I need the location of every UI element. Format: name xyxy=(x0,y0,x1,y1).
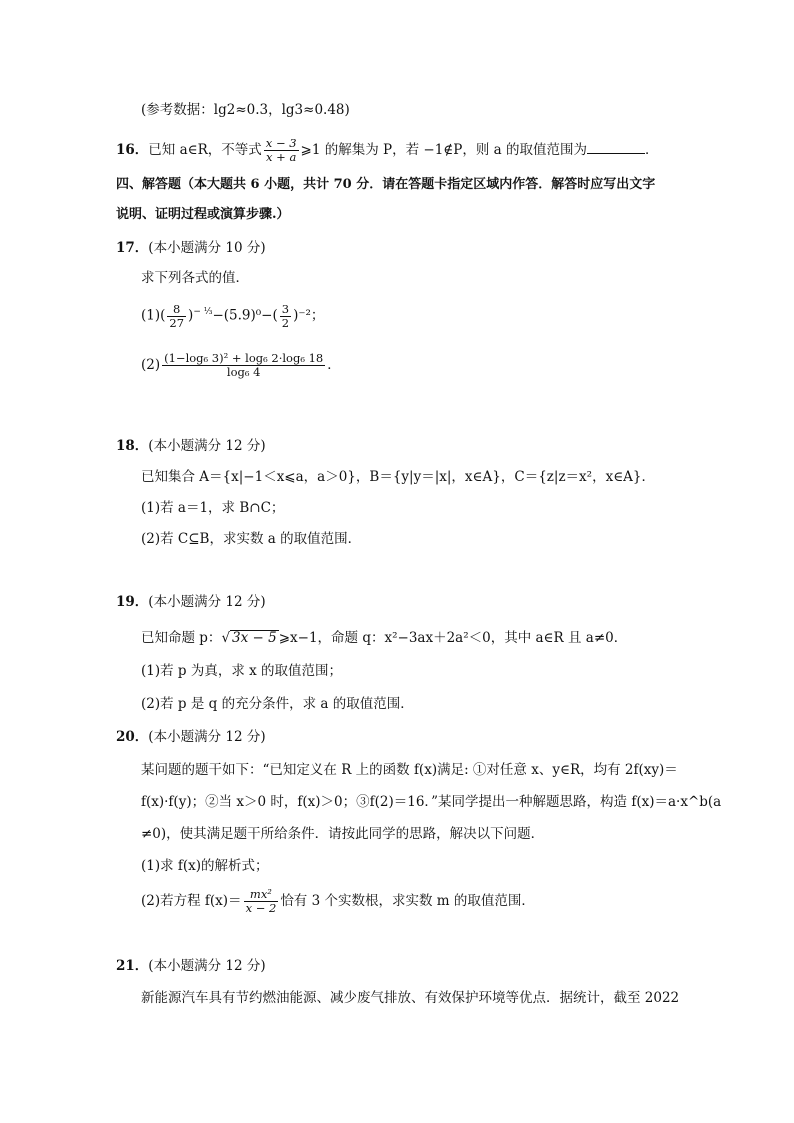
q18-line3: (2)若 C⊆B，求实数 a 的取值范围． xyxy=(141,531,362,547)
q20-fraction xyxy=(244,888,279,915)
q17-part1-mid: −(5.9)⁰−( xyxy=(212,307,278,324)
question-number: 18． xyxy=(116,438,149,454)
exponent: − ⅓ xyxy=(193,307,213,317)
fraction-numerator: x − 3 xyxy=(265,136,297,150)
q20-line2: f(x)·f(y)；②当 x＞0 时，f(x)＞0；③f(2)＝16．”某同学提出一种解题思路，构造 f(x)＝a·x^b(a xyxy=(141,794,722,810)
question-number: 19． xyxy=(116,594,149,610)
question-score: (本小题满分 10 分) xyxy=(148,240,266,256)
fraction-numerator: mx² xyxy=(244,888,279,902)
fraction-denominator: 2 xyxy=(281,315,290,330)
q17-part2-end: ． xyxy=(327,357,341,373)
fraction-denominator: x − 2 xyxy=(245,901,277,915)
question-19-header xyxy=(116,592,266,612)
q17-part2 xyxy=(141,352,341,379)
question-number: 20． xyxy=(116,729,149,745)
q19-text-pre: 已知命题 p： xyxy=(141,630,222,646)
q20-line1: 某问题的题干如下：“已知定义在 R 上的函数 f(x)满足: ①对任意 x、y∈R，均有 2f(xy)＝ xyxy=(141,762,678,778)
question-17-header xyxy=(116,238,266,258)
fraction-denominator: 27 xyxy=(169,315,185,330)
q16-fraction xyxy=(264,137,299,164)
question-score: (本小题满分 12 分) xyxy=(148,594,266,610)
q19-line2: (1)若 p 为真，求 x 的取值范围； xyxy=(141,663,343,679)
question-number: 21． xyxy=(116,958,149,974)
fraction-denominator: x + a xyxy=(266,150,297,164)
q17-part1-end: )⁻²； xyxy=(293,307,325,324)
q17-part1: (1)( $\frac{8}{27}$ )$^{- \frac{1}{3}}$−(5.9)⁰−( $\frac{3}{2}$ )⁻²； xyxy=(141,301,325,330)
q17-fraction-c xyxy=(162,352,325,379)
q16-end: ． xyxy=(645,142,659,158)
q19-text-post: ⩾x−1，命题 q：x²−3ax＋2a²＜0，其中 a∈R 且 a≠0． xyxy=(278,630,628,646)
q16-text-pre: 已知 a∈R，不等式 xyxy=(148,142,262,158)
question-score: (本小题满分 12 分) xyxy=(148,438,266,454)
q18-line2: (1)若 a＝1，求 B∩C； xyxy=(141,500,285,516)
sqrt-sign: √ xyxy=(221,630,231,646)
fraction-numerator: (1−log₆ 3)² + log₆ 2·log₆ 18 xyxy=(164,351,324,365)
part-label: (2) xyxy=(141,357,161,373)
part-label: (1)( xyxy=(141,307,166,324)
question-score: (本小题满分 12 分) xyxy=(148,729,266,745)
question-number: 17． xyxy=(116,240,149,256)
section-heading-line2: 说明、证明过程或演算步骤.） xyxy=(116,207,290,222)
reference-data: (参考数据：lg2≈0.3，lg3≈0.48) xyxy=(141,102,350,118)
q20-line5 xyxy=(141,888,535,915)
q20-part2-pre: (2)若方程 f(x)＝ xyxy=(141,893,242,909)
question-16 xyxy=(116,137,659,164)
q19-line1 xyxy=(141,628,627,648)
sqrt-radicand: 3x − 5 xyxy=(232,630,277,646)
question-number: 16． xyxy=(116,142,149,158)
q20-line4: (1)求 f(x)的解析式； xyxy=(141,858,269,874)
question-20-header xyxy=(116,727,266,747)
fraction-numerator: 3 xyxy=(281,301,290,316)
fraction-denominator: log₆ 4 xyxy=(226,365,261,379)
section-heading-line1: 四、解答题（本大题共 6 小题，共计 70 分．请在答题卡指定区域内作答．解答时应写出文字 xyxy=(116,177,656,192)
q20-line3: ≠0)，使其满足题干所给条件．请按此同学的思路，解决以下问题． xyxy=(141,826,545,842)
q16-text-post: ⩾1 的解集为 P，若 −1∉P，则 a 的取值范围为 xyxy=(300,142,588,158)
question-21-header xyxy=(116,956,266,976)
q21-line1: 新能源汽车具有节约燃油能源、减少废气排放、有效保护环境等优点．据统计，截至 2022 xyxy=(141,990,680,1006)
q17-fraction-a xyxy=(167,303,186,330)
question-score: (本小题满分 12 分) xyxy=(148,958,266,974)
fraction-numerator: 8 xyxy=(167,303,186,317)
answer-blank xyxy=(587,141,645,154)
q17-prompt: 求下列各式的值． xyxy=(141,270,249,286)
q18-line1: 已知集合 A＝{x|−1＜x⩽a，a＞0}，B＝{y|y＝|x|，x∈A}，C＝{z|z＝x²，x∈A}． xyxy=(141,469,656,485)
q17-fraction-b xyxy=(280,303,291,330)
question-18-header xyxy=(116,436,266,456)
q19-line3: (2)若 p 是 q 的充分条件，求 a 的取值范围． xyxy=(141,696,414,712)
q20-part2-post: 恰有 3 个实数根，求实数 m 的取值范围． xyxy=(280,893,535,909)
